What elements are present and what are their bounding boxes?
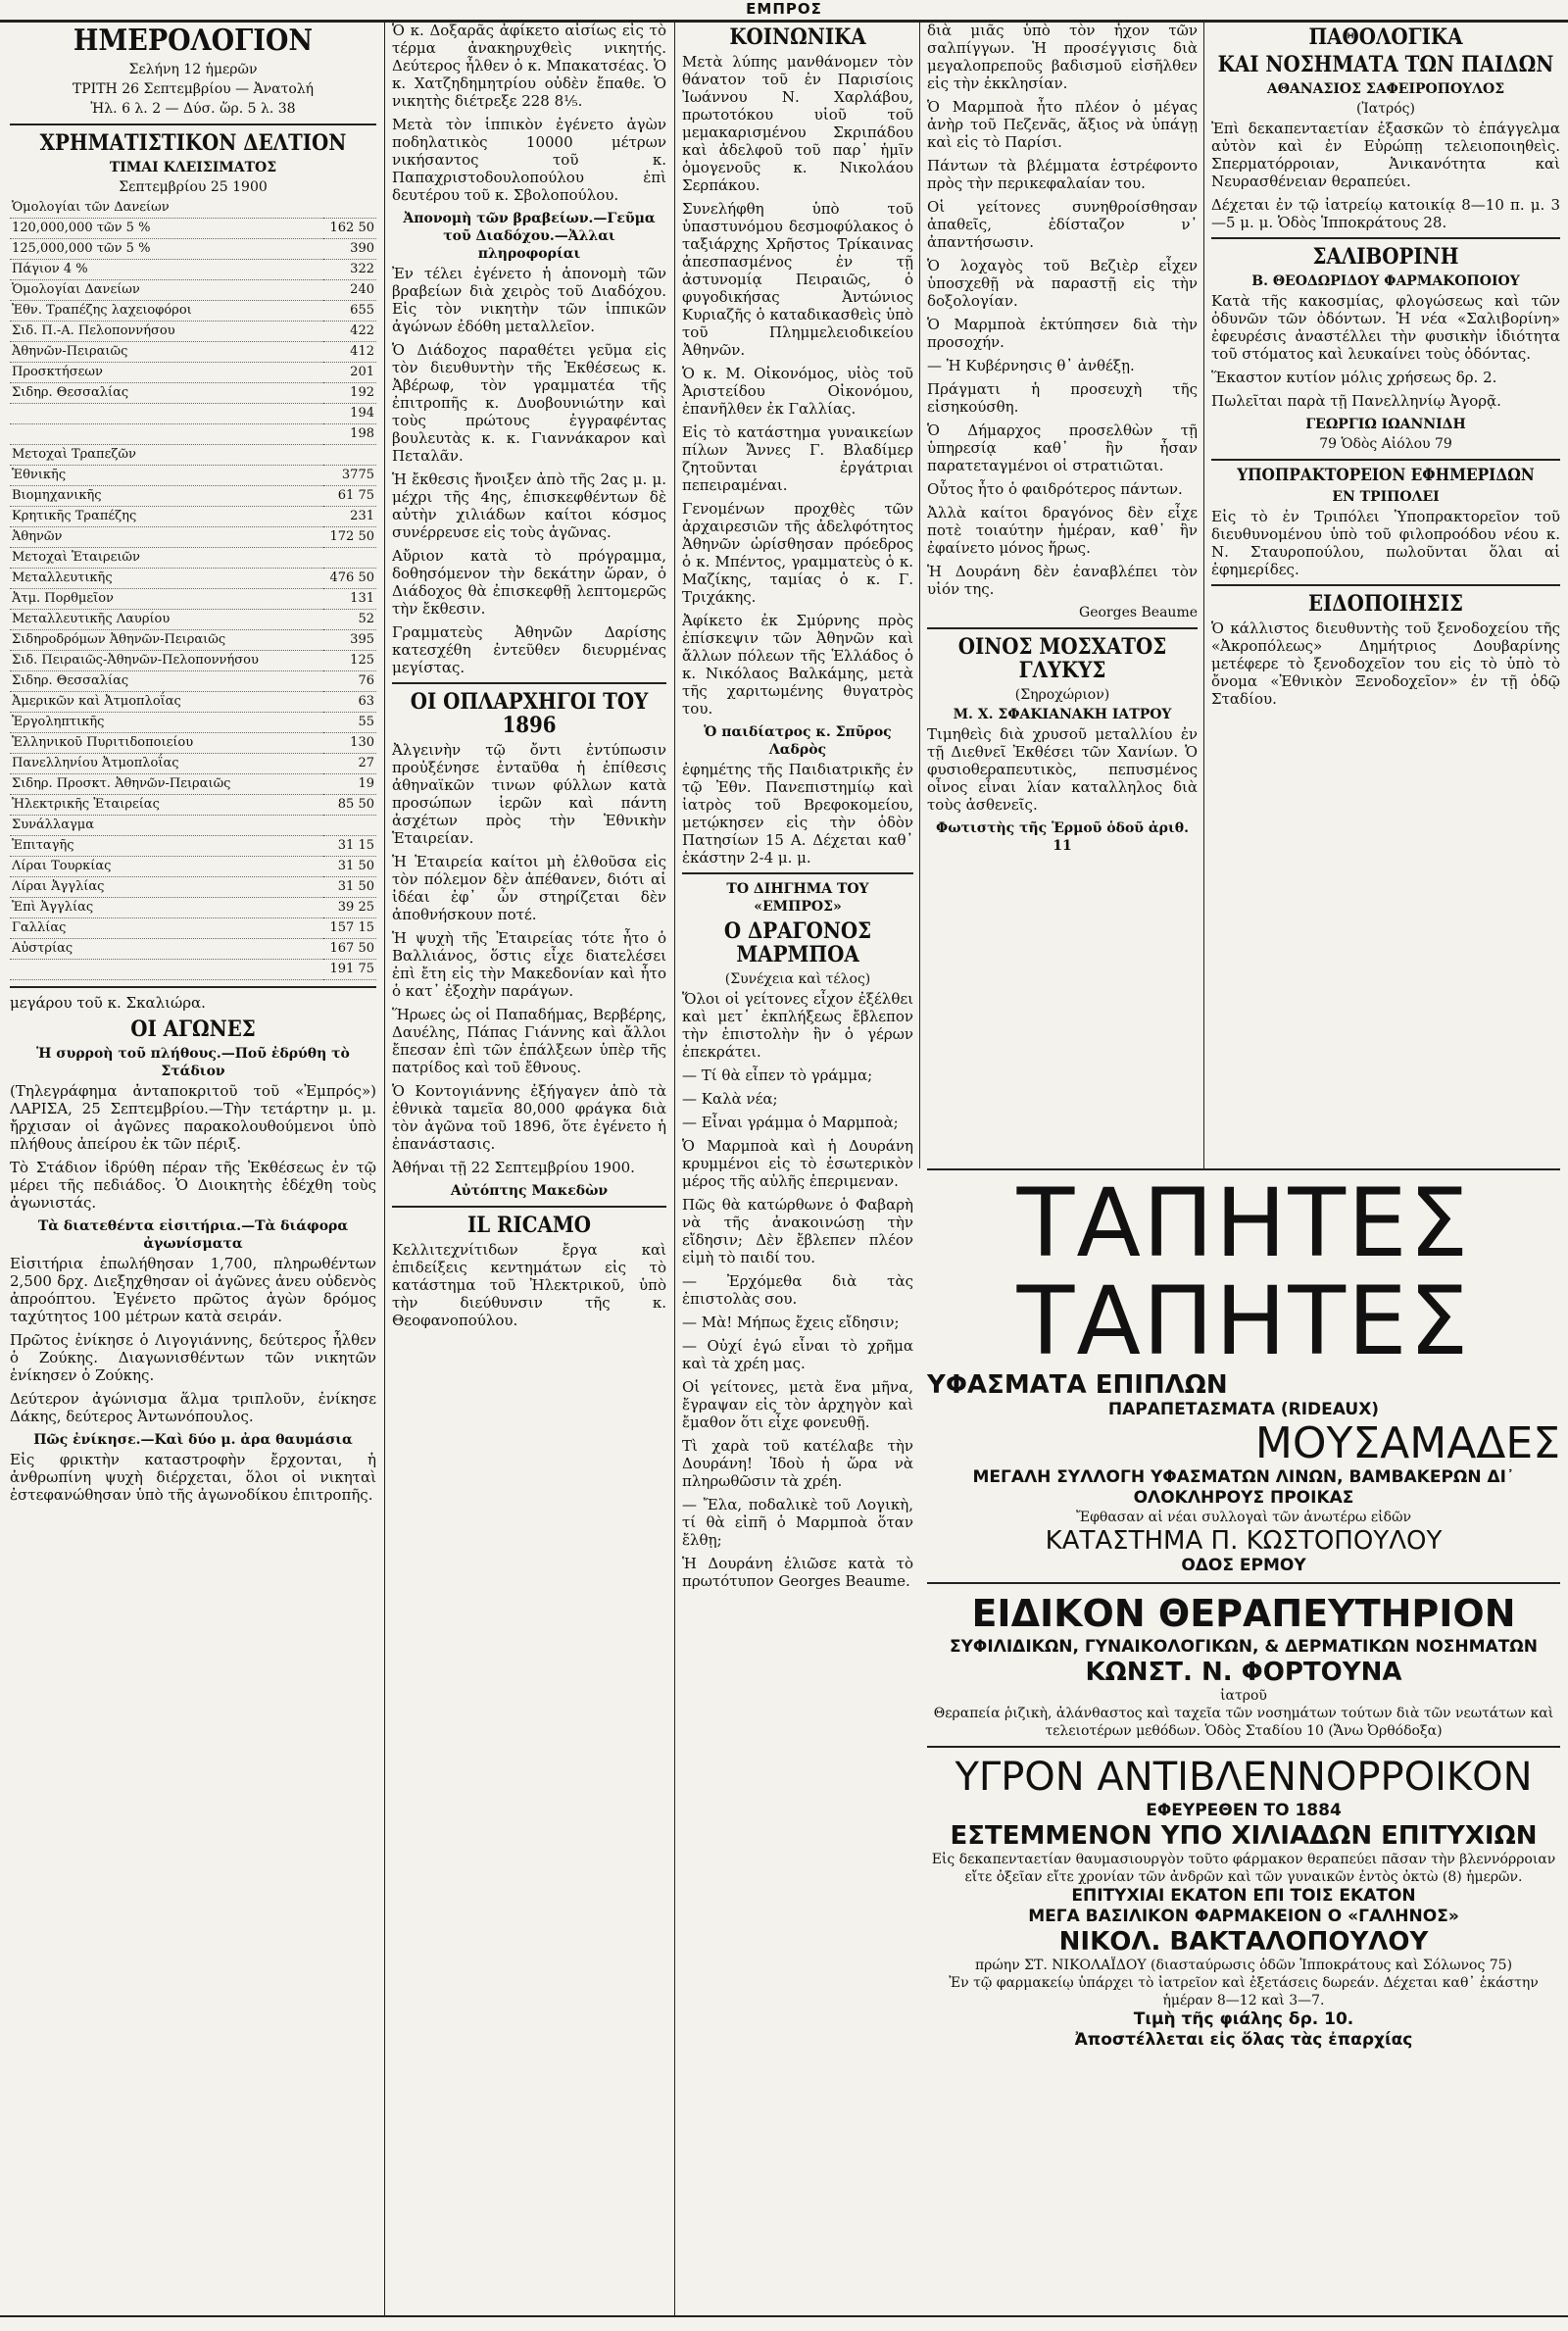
shop-name: ΚΑΤΑΣΤΗΜΑ Π. ΚΩΣΤΟΠΟΥΛΟΥ	[1045, 1526, 1443, 1556]
ad-title: ΠΑΘΟΛΟΓΙΚΑ	[1308, 25, 1463, 50]
paragraph: — Οὐχί ἐγώ εἶναι τὸ χρῆμα καὶ τὰ χρέη μας.	[682, 1337, 913, 1372]
paragraph: Ὁ Διάδοχος παραθέτει γεῦμα εἰς τὸν διευθυντὴν τῆς Ἐκθέσεως κ. Ἀβέρωφ, τὸν γραμματέα τῆς ἐπιτροπῆς κ. Δυοβουνιώτην καὶ τοὺς πρώτους ἐγγραφέντας βουλευτὰς κ. κ. Γιαννάκαρον καὶ Πεταλᾶν.	[392, 341, 666, 465]
paragraph: Ὅλοι οἱ γείτονες εἶχον ἐξέλθει καὶ μετ᾽ ἐκπλήξεως ἔβλεπον τὴν ἐπιστολὴν ἣν ὁ γέρων ἐπεκράτει.	[682, 990, 913, 1061]
mousamades-line: ΜΟΥΣΑΜΑΔΕΣ	[1254, 1418, 1560, 1468]
paragraph: Ἐν τέλει ἐγένετο ἡ ἀπονομὴ τῶν βραβείων διὰ χειρὸς τοῦ Διαδόχου. Εἰς τὸν νικητὴν τῶν ἱππικῶν ἀγώνων ἐδόθη μεταλλεῖον.	[392, 265, 666, 335]
quote-name: Κρητικῆς Τραπέζης	[10, 507, 323, 527]
quote-row	[10, 877, 376, 898]
quote-value: 76	[323, 671, 376, 692]
paragraph: Ἀθήναι τῇ 22 Σεπτεμβρίου 1900.	[392, 1159, 635, 1176]
quote-row	[10, 342, 376, 363]
paragraph: Εἰς φρικτὴν καταστροφὴν ἔρχονται, ἡ ἀνθρωπίνη ψυχὴ διέρχεται, ὅλοι οἱ νικηταὶ ἐστεφανώθησαν ὑπὸ τῆς ἀγωνοδίκου ἐπιτροπῆς.	[10, 1451, 376, 1504]
doctor-role: (Ἰατρός)	[1356, 101, 1415, 117]
quote-value: 390	[323, 239, 376, 260]
clinic-text: Θεραπεία ῥιζικὴ, ἀλάνθαστος καὶ ταχεῖα τῶν νοσημάτων τούτων διὰ τῶν νεωτάτων καὶ τελειοτέρων μεθόδων. Ὁδὸς Σταδίου 10 (Ἄνω Ὀρθόδοξα)	[933, 1706, 1554, 1739]
ad-title: ΕΙΔΟΠΟΙΗΣΙΣ	[1307, 591, 1464, 617]
quote-value: 125	[323, 651, 376, 671]
divider	[392, 1206, 666, 1208]
quote-row	[10, 301, 376, 322]
column-rule	[919, 22, 920, 1168]
quote-value: 395	[323, 630, 376, 651]
quote-name: Ἐθνικῆς	[10, 466, 323, 486]
paragraph: Μετὰ τὸν ἱππικὸν ἐγένετο ἀγὼν ποδηλατικὸς 10000 μέτρων νικήσαντος τοῦ κ. Παπαχριστοδουλοπούλου ἐπὶ δευτέρου τοῦ κ. Σβολοπούλου.	[392, 116, 666, 204]
quote-row	[10, 754, 376, 774]
quote-name: Μετοχαὶ Τραπεζῶν	[10, 445, 323, 466]
pharmacy-price: Τιμὴ τῆς φιάλης δρ. 10.	[1133, 2009, 1354, 2029]
quote-row	[10, 816, 376, 836]
bulletin-date: Σεπτεμβρίου 25 1900	[119, 179, 268, 195]
story-header: ΤΟ ΔΙΗΓΗΜΑ ΤΟΥ «ΕΜΠΡΟΣ»	[726, 881, 869, 915]
quote-name: Ἐθν. Τραπέζης λαχειοφόροι	[10, 301, 323, 322]
quote-row	[10, 219, 376, 239]
quote-value: 157 15	[323, 918, 376, 939]
paragraph: Ὁ κ. Μ. Οἰκονόμος, υἱὸς τοῦ Ἀριστείδου Οἰκονόμου, ἐπανῆλθεν ἐκ Γαλλίας.	[682, 365, 913, 418]
remedy-title: ΥΓΡΟΝ ΑΝΤΙΒΛΕΝΝΟΡΡΟΙΚΟΝ	[955, 1755, 1533, 1800]
paragraph: Οὗτος ἦτο ὁ φαιδρότερος πάντων.	[927, 480, 1183, 498]
paragraph: Πρῶτος ἐνίκησε ὁ Λιγογιάννης, δεύτερος ἦλθεν ὁ Ζούκης. Διαγωνισθέντων τῶν νικητῶν ἐνίκησεν ὁ Ζούκης.	[10, 1331, 376, 1384]
paragraph: — Καλὰ νέα;	[682, 1090, 778, 1108]
paragraph: Οἱ γείτονες, μετὰ ἕνα μῆνα, ἔγραψαν εἰς τὸν ἀρχηγὸν καὶ ἔμαθον ὅτι εἶχε φονευθῇ.	[682, 1378, 913, 1431]
date-line: ΤΡΙΤΗ 26 Σεπτεμβρίου — Ἀνατολή	[72, 81, 315, 97]
paragraph: Ἕκαστον κυτίον μόλις χρήσεως δρ. 2.	[1211, 369, 1497, 386]
divider	[682, 872, 913, 874]
quote-row	[10, 733, 376, 754]
story-title: Ο ΔΡΑΓΟΝΟΣ ΜΑΡΜΠΟΑ	[723, 918, 872, 967]
quote-value: 422	[323, 322, 376, 342]
quote-name	[10, 424, 323, 445]
quote-row	[10, 692, 376, 713]
subheading: Τὰ διατεθέντα εἰσιτήρια.—Τὰ διάφορα ἀγωνίσματα	[37, 1218, 349, 1252]
quote-row	[10, 795, 376, 816]
story-subtitle: (Συνέχεια καὶ τέλος)	[724, 971, 871, 987]
quote-value: 191 75	[323, 960, 376, 980]
quote-name: Ἐπὶ Ἀγγλίας	[10, 898, 323, 918]
column-rule	[1203, 22, 1204, 1168]
quote-row	[10, 507, 376, 527]
column-rule	[384, 22, 385, 2315]
quote-row	[10, 363, 376, 383]
quote-name	[10, 404, 323, 424]
paragraph: Ὁ Δήμαρχος προσελθὼν τῇ ὑπηρεσίᾳ καθ᾽ ἣν ἦσαν παρατεταγμένοι οἱ στρατιῶται.	[927, 422, 1198, 474]
quote-name: Ἀθηνῶν-Πειραιῶς	[10, 342, 323, 363]
paragraph: Ἡ ἔκθεσις ἤνοιξεν ἀπὸ τῆς 2ας μ. μ. μέχρι τῆς 4ης, ἐπισκεφθέντων δὲ αὐτὴν χιλιάδων καίτοι κόσμος συνέρρευσε εἰς τοὺς ἀγῶνας.	[392, 471, 666, 541]
quote-value: 27	[323, 754, 376, 774]
clinic-title: ΕΙΔΙΚΟΝ ΘΕΡΑΠΕΥΤΗΡΙΟΝ	[971, 1592, 1516, 1635]
quote-value: 52	[323, 610, 376, 630]
divider	[927, 1582, 1560, 1584]
paragraph: Γραμματεὺς Ἀθηνῶν Δαρίσης κατεσχέθη ἐντεῦθεν διευρμένας μεγίστας.	[392, 623, 666, 676]
quote-value: 31 50	[323, 857, 376, 877]
pharmacy-address: πρώην ΣΤ. ΝΙΚΟΛΑΪΔΟΥ (διασταύρωσις ὁδῶν Ἱπποκράτους καὶ Σόλωνος 75)	[974, 1958, 1513, 1973]
paragraph: Ἡ Ἑταιρεία καίτοι μὴ ἐλθοῦσα εἰς τὸν πόλεμον δὲν ἀπέθανεν, διότι αἱ ἰδέαι ἐφ᾽ ὧν στηρίζεται δὲν ἀποθνήσκουν ποτέ.	[392, 853, 666, 923]
ads-block	[927, 1174, 1560, 2321]
quote-name: Μετοχαὶ Ἑταιρειῶν	[10, 548, 323, 569]
paragraph: (Τηλεγράφημα ἀνταποκριτοῦ τοῦ «Ἐμπρός») ΛΑΡΙΣΑ, 25 Σεπτεμβρίου.—Τὴν τετάρτην μ. μ. ἤρχισαν οἱ ἀγῶνες παρακολουθούμενοι ὑπὸ πλήθους ἀπείρου ἐκ τῶν πέριξ.	[10, 1082, 376, 1153]
doctor-name: ΑΘΑΝΑΣΙΟΣ ΣΑΦΕΙΡΟΠΟΥΛΟΣ	[1266, 81, 1505, 97]
fabrics-line: ΥΦΑΣΜΑΤΑ ΕΠΙΠΛΩΝ	[927, 1370, 1228, 1400]
bulletin-title: ΧΡΗΜΑΤΙΣΤΙΚΟΝ ΔΕΛΤΙΟΝ	[39, 130, 347, 156]
remedy-sub: ΕΣΤΕΜΜΕΝΟΝ ΥΠΟ ΧΙΛΙΑΔΩΝ ΕΠΙΤΥΧΙΩΝ	[950, 1821, 1538, 1851]
paragraph: — Ἐρχόμεθα διὰ τὰς ἐπιστολὰς σου.	[682, 1272, 913, 1308]
section-title: IL RICAMO	[466, 1213, 592, 1238]
quote-value: 63	[323, 692, 376, 713]
paragraph: Συνελήφθη ὑπὸ τοῦ ὑπαστυνόμου δεσμοφύλακος ὁ ταξιάρχης Χρῆστος Τρίκαινας ἀπεσπασμένος ἐν τῇ ἀστυνομίᾳ Πειραιῶς, ὁ φυγοδικήσας Ἀντώνιος Κυριαζῆς ὁ καταδικασθεὶς ὑπὸ τοῦ Πλημμελειοδικείου Ἀθηνῶν.	[682, 200, 913, 359]
paragraph: Ὁ Μαρμποὰ καὶ ἡ Δουράνη κρυμμένοι εἰς τὸ ἐσωτερικὸν μέρος τῆς αὐλῆς ἐπεριμεναν.	[682, 1137, 913, 1190]
pharmacy-line: ΜΕΓΑ ΒΑΣΙΛΙΚΟΝ ΦΑΡΜΑΚΕΙΟΝ Ο «ΓΑΛΗΝΟΣ»	[1028, 1907, 1459, 1926]
quote-value: 31 15	[323, 836, 376, 857]
ad-footer: 79 Ὁδὸς Αἰόλου 79	[1319, 436, 1452, 452]
quote-value: 39 25	[323, 898, 376, 918]
quote-row	[10, 569, 376, 589]
quote-name: Σιδ. Π.-Α. Πελοποννήσου	[10, 322, 323, 342]
column-rule	[674, 22, 675, 2315]
signature: Αὐτόπτης Μακεδὼν	[450, 1183, 609, 1199]
quote-name: Ἀθηνῶν	[10, 527, 323, 548]
paragraph: Τὶ χαρὰ τοῦ κατέλαβε τὴν Δουράνη! Ἰδοὺ ἡ ὥρα νὰ πληρωθῶσιν τὰ χρέη.	[682, 1437, 913, 1490]
quote-name: Πανελληνίου Ἀτμοπλοΐας	[10, 754, 323, 774]
paragraph: ἐφημέτης τῆς Παιδιατρικῆς ἐν τῷ Ἐθν. Πανεπιστημίῳ καὶ ἰατρὸς τοῦ Βρεφοκομείου, μετῴκησεν εἰς τὴν ὁδὸν Πατησίων 15 Α. Δέχεται καθ᾽ ἑκάστην 2-4 μ. μ.	[682, 761, 913, 867]
quote-row	[10, 466, 376, 486]
date-line: Σελήνη 12 ἡμερῶν	[128, 62, 258, 77]
quote-value: 192	[323, 383, 376, 404]
paragraph: Ἐπὶ δεκαπενταετίαν ἐξασκῶν τὸ ἐπάγγελμα αὐτὸν καὶ ἐν Εὐρώπῃ τελειοποιηθεὶς. Σπερματόρροιαν, Ἀνικανότητα καὶ Νευρασθένειαν θεραπεύει.	[1211, 120, 1560, 190]
quote-name: Λίραι Τουρκίας	[10, 857, 323, 877]
divider	[1211, 584, 1560, 586]
quote-row	[10, 260, 376, 280]
section-subtitle: Ἡ συρροὴ τοῦ πλήθους.—Ποῦ ἐδρύθη τὸ Στάδιον	[36, 1046, 350, 1079]
pharmacy-text: Ἐν τῷ φαρμακείῳ ὑπάρχει τὸ ἰατρεῖον καὶ ἐξετάσεις δωρεάν. Δέχεται καθ᾽ ἑκάστην ἡμέραν 8—12 καὶ 3—7.	[949, 1975, 1539, 2009]
divider	[10, 986, 376, 988]
subheading: Ὁ παιδίατρος κ. Σπῦρος Λαδρὸς	[704, 724, 892, 758]
subheading: Ἀπονομὴ τῶν βραβείων.—Γεῦμα τοῦ Διαδόχου.—Ἀλλαι πληροφορίαι	[403, 211, 656, 262]
ad-title: ΣΑΛΙΒΟΡΙΝΗ	[1312, 244, 1459, 270]
quote-value: 476 50	[323, 569, 376, 589]
quote-row	[10, 960, 376, 980]
paragraph: διὰ μιᾶς ὑπὸ τὸν ἦχον τῶν σαλπίγγων. Ἡ προσέγγισις διὰ μεγαλοπρεποῦς βαδισμοῦ εἰσῆλθεν εἰς τὴν ἐκκλησίαν.	[927, 22, 1198, 92]
remedy-text: Εἰς δεκαπενταετίαν θαυμασιουργὸν τοῦτο φάρμακον θεραπεύει πᾶσαν τὴν βλεννόρροιαν εἴτε ὀξεῖαν εἴτε χρονίαν τῶν ἀνδρῶν καὶ τῶν γυναικῶν ἐντὸς ὀκτὼ (8) ἡμερῶν.	[931, 1852, 1556, 1885]
paragraph: Αὔριον κατὰ τὸ πρόγραμμα, δοθησόμενον τὴν δεκάτην ὥραν, ὁ Διάδοχος θὰ ἐπισκεφθῇ λεπτομερῶς τὴν ἔκθεσιν.	[392, 547, 666, 618]
quote-name: Ἠλεκτρικῆς Ἑταιρείας	[10, 795, 323, 816]
quote-value: 322	[323, 260, 376, 280]
paragraph: Γενομένων προχθὲς τῶν ἀρχαιρεσιῶν τῆς ἀδελφότητος Ἀθηνῶν ὡρίσθησαν πρόεδρος ὁ κ. Μπέντος, γραμματεὺς ὁ κ. Μαζίκης, ταμίας ὁ κ. Γ. Τριχάκης.	[682, 500, 913, 606]
paragraph: Τὸ Στάδιον ἱδρύθη πέραν τῆς Ἐκθέσεως ἐν τῷ μέρει τῆς πεδιάδος. Ὁ Διοικητὴς ἐδέχθη τοὺς ἀγωνιστάς.	[10, 1159, 376, 1212]
quote-name: Ὁμολογίαι Δανείων	[10, 280, 323, 301]
quote-row	[10, 713, 376, 733]
quote-name: Γαλλίας	[10, 918, 323, 939]
bulletin-sub: ΤΙΜΑΙ ΚΛΕΙΣΙΜΑΤΟΣ	[109, 160, 277, 175]
quote-row	[10, 239, 376, 260]
wine-ad-name: Μ. Χ. ΣΦΑΚΙΑΝΑΚΗ ΙΑΤΡΟΥ	[953, 707, 1172, 722]
quote-name	[10, 960, 323, 980]
quote-name: Βιομηχανικῆς	[10, 486, 323, 507]
ad-footer: ΓΕΩΡΓΙΩ ΙΩΑΝΝΙΔΗ	[1305, 417, 1466, 432]
paragraph: Εἰς τὸ κατάστημα γυναικείων πίλων Ἄννες Γ. Βλαδίμερ ζητοῦνται ἐργάτριαι πεπειραμέναι.	[682, 423, 913, 494]
paragraph: Τιμηθεὶς διὰ χρυσοῦ μεταλλίου ἐν τῇ Διεθνεῖ Ἐκθέσει τῶν Χανίων. Ὁ φυσιοθεραπευτικὸς, πεπυσμένος οἶνος εἶναι λίαν καταλληλος διὰ τοὺς ἀσθενεῖς.	[927, 725, 1198, 814]
quote-name: Σιδηροδρόμων Ἀθηνῶν-Πειραιῶς	[10, 630, 323, 651]
collection-line: ΜΕΓΑΛΗ ΣΥΛΛΟΓΗ ΥΦΑΣΜΑΤΩΝ ΛΙΝΩΝ, ΒΑΜΒΑΚΕΡΩΝ ΔΙ᾽ ΟΛΟΚΛΗΡΟΥΣ ΠΡΟΙΚΑΣ	[972, 1467, 1515, 1508]
ad-title: ΥΠΟΠΡΑΚΤΟΡΕΙΟΝ ΕΦΗΜΕΡΙΔΩΝ	[1237, 466, 1535, 485]
quote-value: 194	[323, 404, 376, 424]
paragraph: Πράγματι ἡ προσευχὴ τῆς εἰσηκούσθη.	[927, 380, 1198, 416]
column-4	[927, 22, 1198, 1164]
divider	[927, 1746, 1560, 1748]
paragraph: Δεύτερον ἀγώνισμα ἅλμα τριπλοῦν, ἐνίκησε Δάκης, δεύτερος Ἀντωνόπουλος.	[10, 1390, 376, 1425]
curtains-line: ΠΑΡΑΠΕΤΑΣΜΑΤΑ (RIDEAUX)	[1107, 1400, 1380, 1419]
quote-value: 240	[323, 280, 376, 301]
quote-name: Ὁμολογίαι τῶν Δανείων	[10, 198, 323, 219]
quotes-table	[10, 198, 376, 980]
quote-value: 31 50	[323, 877, 376, 898]
quote-row	[10, 898, 376, 918]
quote-name: Σιδ. Πειραιῶς-Ἀθηνῶν-Πελοποννήσου	[10, 651, 323, 671]
quote-value: 201	[323, 363, 376, 383]
quote-row	[10, 280, 376, 301]
quote-name: 125,000,000 τῶν 5 %	[10, 239, 323, 260]
quote-name: Πάγιον 4 %	[10, 260, 323, 280]
quote-row	[10, 424, 376, 445]
paragraph: — Εἶναι γράμμα ὁ Μαρμποὰ;	[682, 1114, 899, 1131]
paragraph: Πῶς θὰ κατώρθωνε ὁ Φαβαρὴ νὰ τῆς ἀνακοινώσῃ τὴν εἴδησιν; Δὲν ἔβλεπεν πλέον εἰμὴ τὸ παιδί του.	[682, 1196, 913, 1266]
quote-row	[10, 939, 376, 960]
pharmacist-name: Β. ΘΕΟΔΩΡΙΔΟΥ ΦΑΡΜΑΚΟΠΟΙΟΥ	[1251, 273, 1520, 289]
paragraph: Ἡ ψυχὴ τῆς Ἑταιρείας τότε ἦτο ὁ Βαλλιάνος, ὅστις εἶχε διατελέσει ἐπὶ ἔτη εἰς τὴν Μακεδονίαν καὶ ἦτο ὁ κατ᾽ ἐξοχὴν παράγων.	[392, 929, 666, 1000]
date-line: Ἡλ. 6 λ. 2 — Δύσ. ὥρ. 5 λ. 38	[90, 101, 296, 117]
quote-row	[10, 198, 376, 219]
divider	[10, 124, 376, 125]
paragraph: Κατὰ τῆς κακοσμίας, φλογώσεως καὶ τῶν ὀδυνῶν τῶν ὀδόντων. Ἡ νέα «Σαλιβορίνη» ἐφευρέσις ἀναστέλλει τὴν φυσικὴν ἰδιότητα τοῦ στόματος καὶ λευκαίνει τοὺς ὀδόντας.	[1211, 292, 1560, 363]
paragraph: Ὁ Μαρμποὰ ἦτο πλέον ὁ μέγας ἀνὴρ τοῦ Πεζενᾶς, ἄξιος νὰ ὑπάγῃ καὶ εἰς τὸ Παρίσι.	[927, 98, 1198, 151]
quote-value	[323, 198, 376, 219]
quote-value: 198	[323, 424, 376, 445]
column-5	[1211, 22, 1560, 1164]
clinic-doctor: ΚΩΝΣΤ. Ν. ΦΟΡΤΟΥΝΑ	[1085, 1658, 1402, 1687]
column-1	[10, 22, 376, 2321]
quote-row	[10, 527, 376, 548]
divider	[1211, 237, 1560, 239]
quote-value: 130	[323, 733, 376, 754]
paragraph: Πωλεῖται παρὰ τῇ Πανελληνίῳ Ἀγορᾷ.	[1211, 392, 1501, 410]
quote-value: 19	[323, 774, 376, 795]
quote-name: Μεταλλευτικῆς	[10, 569, 323, 589]
calendar-title: ΗΜΕΡΟΛΟΓΙΟΝ	[73, 24, 314, 58]
quote-value: 167 50	[323, 939, 376, 960]
quote-value: 162 50	[323, 219, 376, 239]
divider	[392, 682, 666, 684]
paragraph: Ἡ Δουράνη ἐλιῶσε κατὰ τὸ πρωτότυπον Georges Beaume.	[682, 1555, 913, 1590]
quote-value	[323, 548, 376, 569]
paragraph: Εἰσιτήρια ἐπωλήθησαν 1,700, πληρωθέντων 2,500 δρχ. Διεξηχθησαν οἱ ἀγῶνες ἀνευ οὐδενὸς ἀπροόπτου. Ἐγένετο πρῶτος ἀγὼν δρόμος ταχύτητος 100 μέτρων κατὰ σειράν.	[10, 1255, 376, 1325]
quote-value	[323, 445, 376, 466]
paragraph: Ἡ Δουράνη δὲν ἐαναβλέπει τὸν υἱόν της.	[927, 563, 1198, 598]
section-title: ΚΟΙΝΩΝΙΚΑ	[729, 25, 866, 50]
paragraph: Ὁ Κοντογιάννης ἐξήγαγεν ἀπὸ τὰ ἐθνικὰ ταμεῖα 80,000 φράγκα διὰ τὸν ἀγῶνα τοῦ 1896, ὅτε ἐγένετο ἡ ἐπανάστασις.	[392, 1082, 666, 1153]
quote-value: 3775	[323, 466, 376, 486]
quote-name: Ἀτμ. Πορθμεῖον	[10, 589, 323, 610]
quote-row	[10, 404, 376, 424]
quote-row	[10, 918, 376, 939]
paragraph: — Τί θὰ εἶπεν τὸ γράμμα;	[682, 1066, 873, 1084]
paragraph: Ὁ κ. Δοξαρᾶς ἀφίκετο αἰσίως εἰς τὸ τέρμα ἀνακηρυχθεὶς νικητής. Δεύτερος ἦλθεν ὁ κ. Μπακατσέας. Ὁ κ. Χατζηδημητρίου οὐδὲν ἔπαθε. Ὁ νικητὴς διέτρεξε 228 8⅕.	[392, 22, 666, 110]
ad-sub: ΕΝ ΤΡΙΠΟΛΕΙ	[1332, 489, 1440, 505]
author: Georges Beaume	[1079, 605, 1198, 620]
quote-row	[10, 630, 376, 651]
tapites-ad: ΤΑΠΗΤΕΣ ΤΑΠΗΤΕΣ	[1016, 1174, 1471, 1376]
pharmacy-name: ΝΙΚΟΛ. ΒΑΚΤΑΛΟΠΟΥΛΟΥ	[1058, 1927, 1429, 1957]
paragraph: — Μὰ! Μήπως ἔχεις εἴδησιν;	[682, 1314, 900, 1331]
column-3	[682, 22, 913, 2321]
paragraph: — Ἡ Κυβέρνησις θ᾽ ἀνθέξῃ.	[927, 357, 1135, 374]
wine-ad-title: ΟΙΝΟΣ ΜΟΣΧΑΤΟΣ ΓΛΥΚΥΣ	[957, 634, 1167, 683]
paragraph: μεγάρου τοῦ κ. Σκαλιώρα.	[10, 994, 206, 1012]
paragraph: Δέχεται ἐν τῷ ἰατρείῳ κατοικίᾳ 8—10 π. μ. 3—5 μ. μ. Ὁδὸς Ἱπποκράτους 28.	[1211, 196, 1560, 231]
column-2	[392, 22, 666, 2321]
quote-name: Σιδηρ. Προσκτ. Ἀθηνῶν-Πειραιῶς	[10, 774, 323, 795]
quote-value: 131	[323, 589, 376, 610]
paragraph: Ἀλγεινὴν τῷ ὄντι ἐντύπωσιν προὐξένησε ἐνταῦθα ἡ ἐπίθεσις ἀθηναϊκῶν τινων φύλλων κατὰ προσώπων ἱερῶν καὶ πάντη ἀσχέτων πρὸς τὴν Ἑθνικὴν Ἑταιρείαν.	[392, 741, 666, 847]
quote-row	[10, 671, 376, 692]
section-title: ΟΙ ΟΠΛΑΡΧΗΓΟΙ ΤΟΥ 1896	[410, 689, 649, 738]
ad-title: ΚΑΙ ΝΟΣΗΜΑΤΑ ΤΩΝ ΠΑΙΔΩΝ	[1217, 52, 1554, 77]
divider	[927, 627, 1198, 629]
quote-value: 85 50	[323, 795, 376, 816]
quote-value: 172 50	[323, 527, 376, 548]
quote-row	[10, 445, 376, 466]
paragraph: Πάντων τὰ βλέμματα ἐστρέφοντο πρὸς τὴν περικεφαλαίαν του.	[927, 157, 1198, 192]
quote-row	[10, 857, 376, 877]
remedy-sub: ΕΦΕΥΡΕΘΕΝ ΤΟ 1884	[1146, 1801, 1342, 1820]
paragraph: Μετὰ λύπης μανθάνομεν τὸν θάνατον τοῦ ἐν Παρισίοις Ἰωάννου Ν. Χαρλάβου, πρωτοτόκου υἱοῦ τοῦ μεμακαρισμένου Σκριπάδου καὶ ἀδελφοῦ τοῦ παρ᾽ ἡμῖν ὁμογενοῦς κ. Νικολάου Σερπάκου.	[682, 53, 913, 194]
arrival-line: Ἔφθασαν αἱ νέαι συλλογαὶ τῶν ἀνωτέρω εἰδῶν	[1075, 1510, 1412, 1525]
quote-row	[10, 836, 376, 857]
ad-block-rule	[927, 1168, 1560, 1170]
pharmacy-footer: Ἀποστέλλεται εἰς ὅλας τὰς ἐπαρχίας	[1074, 2030, 1413, 2050]
quote-row	[10, 610, 376, 630]
shop-street: ΟΔΟΣ ΕΡΜΟΥ	[1181, 1556, 1306, 1575]
quote-row	[10, 486, 376, 507]
wine-ad-sub: (Σηροχώριον)	[1014, 687, 1110, 703]
masthead: ΕΜΠΡΟΣ	[746, 0, 822, 18]
quote-name: Σιδηρ. Θεσσαλίας	[10, 383, 323, 404]
quote-value: 655	[323, 301, 376, 322]
quote-value: 55	[323, 713, 376, 733]
quote-row	[10, 383, 376, 404]
paragraph: Ὁ κάλλιστος διευθυντὴς τοῦ ξενοδοχείου τῆς «Ἀκροπόλεως» Δημήτριος Δουβαρίνης μετέφερε τὸ ξενοδοχεῖον του εἰς τὸ ὑπὸ τὸ ὄνομα «Ἐθνικὸν Ξενοδοχεῖον» ἐν τῇ ὁδῷ Σταδίου.	[1211, 620, 1560, 708]
paragraph: Οἱ γείτονες συνηθροίσθησαν ἀπαθεῖς, ἐδίσταζον ν᾽ ἀπαντήσωσιν.	[927, 198, 1198, 251]
paragraph: Ὁ Μαρμποὰ ἐκτύπησεν διὰ τὴν προσοχήν.	[927, 316, 1198, 351]
quote-row	[10, 589, 376, 610]
quote-name: Μεταλλευτικῆς Λαυρίου	[10, 610, 323, 630]
quote-value	[323, 816, 376, 836]
paragraph: Ἀλλὰ καίτοι δραγόνος δὲν εἶχε ποτὲ τοιαύτην ἡμέραν, καθ᾽ ἣν ἐφαίνετο μόνος ἥρως.	[927, 504, 1198, 557]
paragraph: Ἀφίκετο ἐκ Σμύρνης πρὸς ἐπίσκεψιν τῶν Ἀθηνῶν καὶ ἄλλων πόλεων τῆς Ἑλλάδος ὁ κ. Νικόλαος Βαλκάμης, μετὰ τῆς χαριτωμένης θυγατρὸς του.	[682, 612, 913, 718]
quote-row	[10, 774, 376, 795]
clinic-subtitle: ΣΥΦΙΛΙΔΙΚΩΝ, ΓΥΝΑΙΚΟΛΟΓΙΚΩΝ, & ΔΕΡΜΑΤΙΚΩΝ ΝΟΣΗΜΑΤΩΝ	[950, 1637, 1538, 1657]
clinic-role: ἰατροῦ	[1220, 1688, 1267, 1704]
quote-name: Ἑλληνικοῦ Πυριτιδοποιείου	[10, 733, 323, 754]
subheading: Πῶς ἐνίκησε.—Καὶ δύο μ. ἀρα θαυμάσια	[33, 1432, 353, 1448]
quote-name: Αὐστρίας	[10, 939, 323, 960]
quote-name: Σιδηρ. Θεσσαλίας	[10, 671, 323, 692]
wine-ad-footer: Φωτιστὴς τῆς Ἑρμοῦ ὁδοῦ ἀριθ. 11	[936, 820, 1189, 854]
quote-name: Ἐργοληπτικῆς	[10, 713, 323, 733]
paragraph: Ὁ λοχαγὸς τοῦ Βεζιὲρ εἶχεν ὑποσχεθῇ νὰ παραστῇ εἰς τὴν δοξολογίαν.	[927, 257, 1198, 310]
quote-name: Συνάλλαγμα	[10, 816, 323, 836]
quote-name: Προσκτήσεων	[10, 363, 323, 383]
paragraph: — Ἔλα, ποδαλικὲ τοῦ Λογικὴ, τί θὰ εἰπῆ ὁ Μαρμποὰ ὅταν ἔλθῃ;	[682, 1496, 913, 1549]
bottom-rule	[0, 2315, 1568, 2317]
quote-name: Ἀμερικῶν καὶ Ἀτμοπλοΐας	[10, 692, 323, 713]
remedy-success: ΕΠΙΤΥΧΙΑΙ ΕΚΑΤΟΝ ΕΠΙ ΤΟΙΣ ΕΚΑΤΟΝ	[1071, 1886, 1416, 1906]
section-title: ΟΙ ΑΓΩΝΕΣ	[130, 1017, 256, 1042]
quote-name: Ἐπιταγῆς	[10, 836, 323, 857]
quote-row	[10, 651, 376, 671]
paragraph: Εἰς τὸ ἐν Τριπόλει Ὑποπρακτορεῖον τοῦ διευθυνομένου ὑπὸ τοῦ φιλοπροόδου νέου κ. Ν. Σταυροπούλου, πωλοῦνται ὅλαι αἱ ἐφημερίδες.	[1211, 508, 1560, 578]
quote-value: 231	[323, 507, 376, 527]
quote-name: Λίραι Ἀγγλίας	[10, 877, 323, 898]
quote-name: 120,000,000 τῶν 5 %	[10, 219, 323, 239]
quote-value: 61 75	[323, 486, 376, 507]
paragraph: Κελλιτεχνίτιδων ἔργα καὶ ἐπιδείξεις κεντημάτων εἰς τὸ κατάστημα τοῦ Ἠλεκτρικοῦ, ὑπὸ τὴν διεύθυνσιν τῆς κ. Θεοφανοπούλου.	[392, 1241, 666, 1329]
paragraph: Ἥρωες ὡς οἱ Παπαδήμας, Βερβέρης, Δαυέλης, Πάπας Γιάννης καὶ ἄλλοι ἔπεσαν ἐπὶ τῶν ἐπάλξεων ὑπὲρ τῆς πατρίδος καὶ τοῦ ἔθνους.	[392, 1006, 666, 1076]
quote-value: 412	[323, 342, 376, 363]
quote-row	[10, 548, 376, 569]
quote-row	[10, 322, 376, 342]
divider	[1211, 459, 1560, 461]
